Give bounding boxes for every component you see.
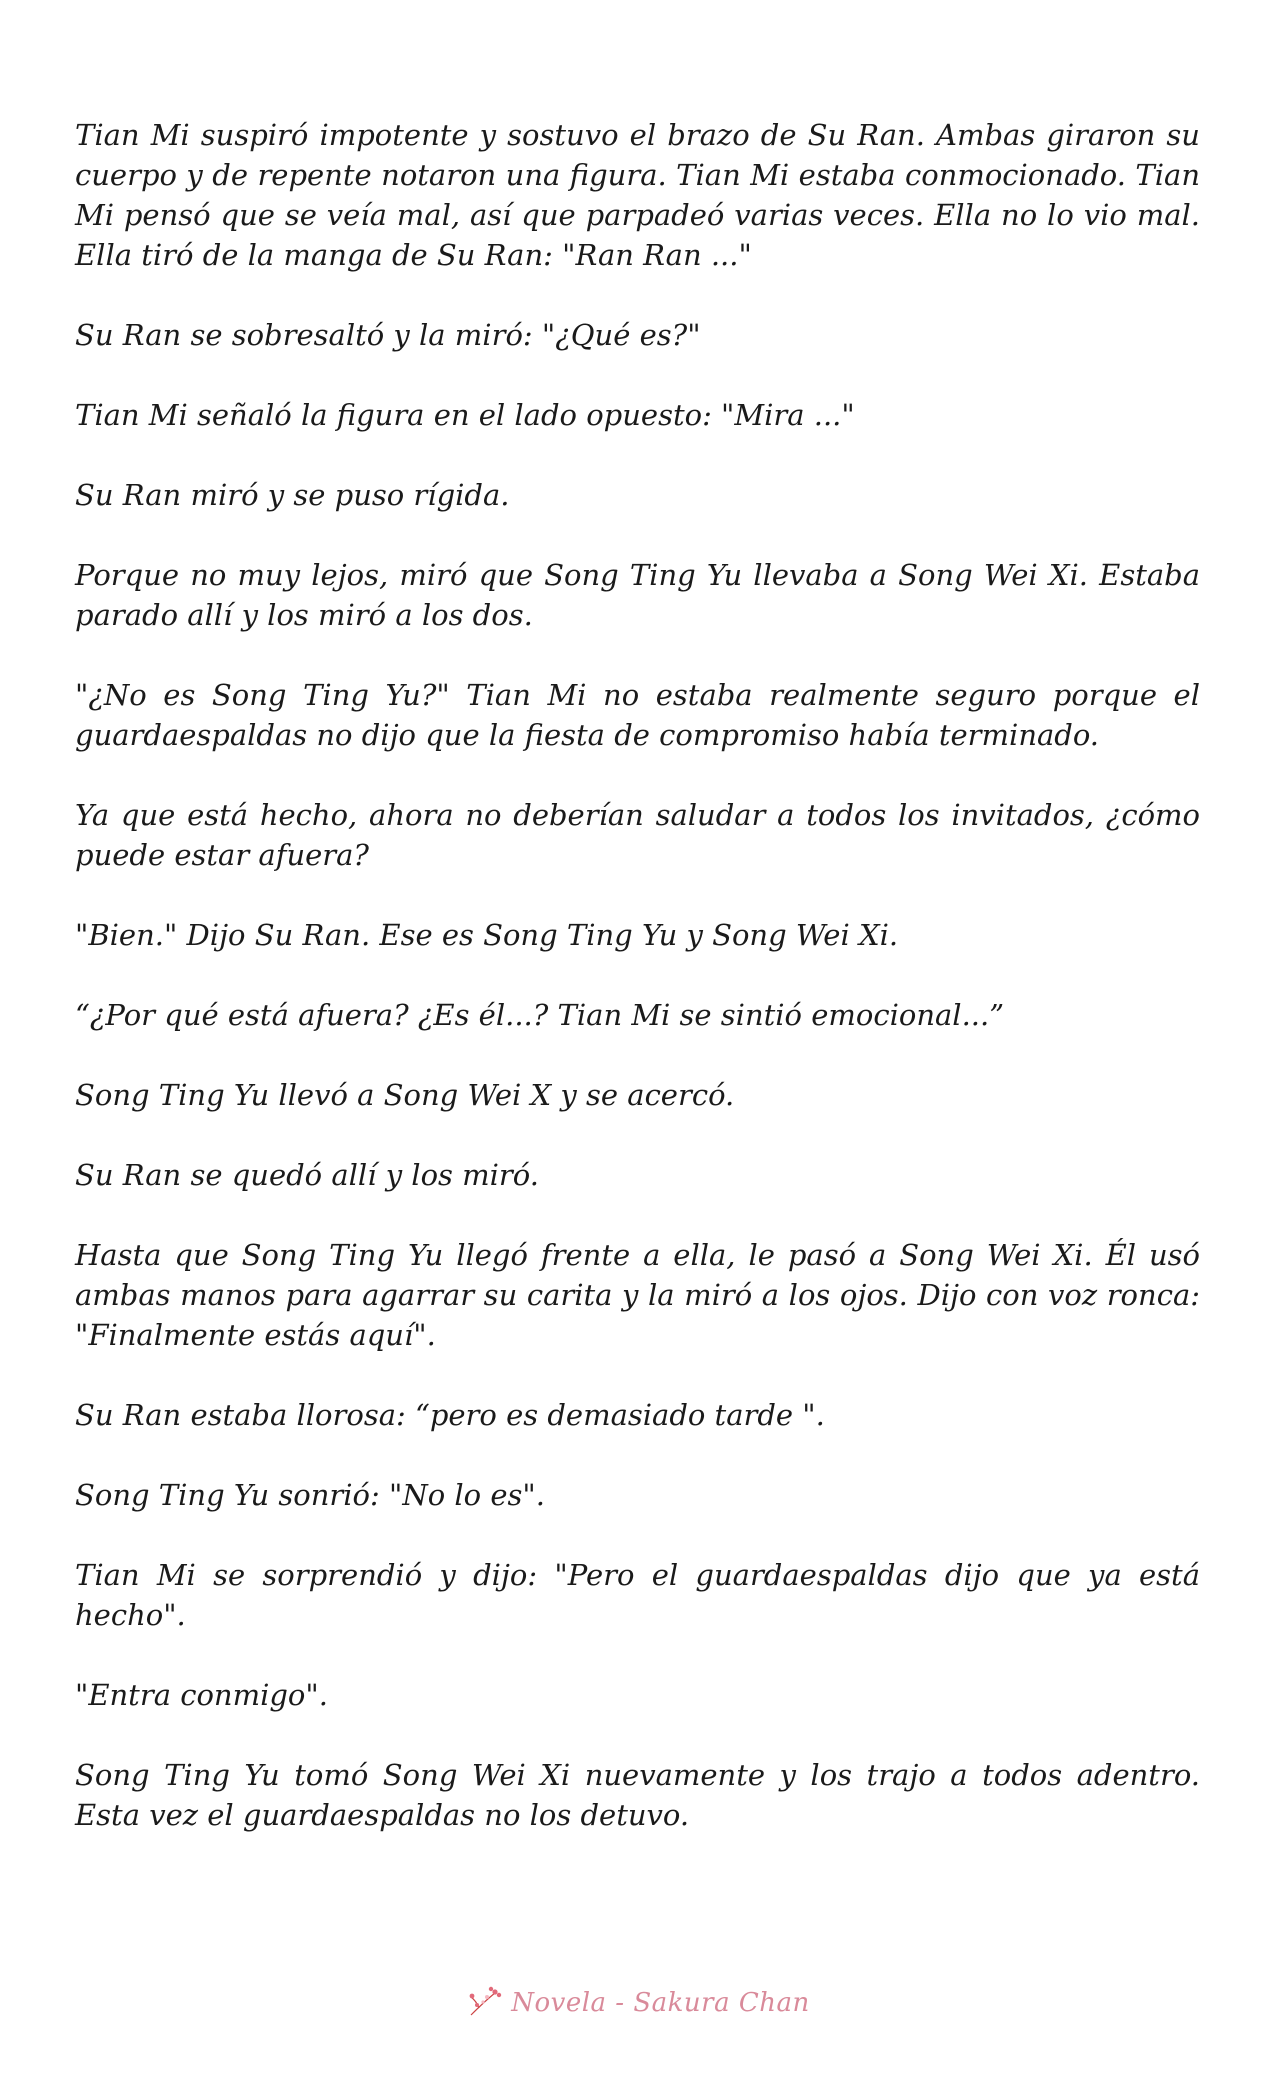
paragraph: Porque no muy lejos, miró que Song Ting Yu llevaba a Song Wei Xi. Estaba parado allí y los miró a los dos. — [75, 558, 1200, 632]
document-body — [75, 115, 1200, 1835]
paragraph: Ya que está hecho, ahora no deberían saludar a todos los invitados, ¿cómo puede estar afuera? — [75, 798, 1200, 872]
paragraph: Song Ting Yu sonrió: "No lo es". — [75, 1478, 545, 1512]
paragraph: “¿Por qué está afuera? ¿Es él...? Tian Mi se sintió emocional...” — [75, 998, 1005, 1032]
footer-text: Novela - Sakura Chan — [511, 1988, 810, 2018]
paragraph: "Bien." Dijo Su Ran. Ese es Song Ting Yu y Song Wei Xi. — [75, 918, 899, 952]
paragraph: "Entra conmigo". — [75, 1678, 328, 1712]
paragraph: Su Ran estaba llorosa: “pero es demasiado tarde ". — [75, 1398, 825, 1432]
footer-watermark — [0, 1985, 1275, 2021]
paragraph: Song Ting Yu tomó Song Wei Xi nuevamente y los trajo a todos adentro. Esta vez el guardaespaldas no los detuvo. — [75, 1758, 1200, 1832]
paragraph: Hasta que Song Ting Yu llegó frente a ella, le pasó a Song Wei Xi. Él usó ambas manos para agarrar su carita y la miró a los ojos. Dijo con voz ronca: "Finalmente estás aquí". — [75, 1238, 1200, 1352]
paragraph: "¿No es Song Ting Yu?" Tian Mi no estaba realmente seguro porque el guardaespaldas no dijo que la fiesta de compromiso había terminado. — [75, 678, 1200, 752]
paragraph: Su Ran se quedó allí y los miró. — [75, 1158, 539, 1192]
paragraph: Tian Mi señaló la figura en el lado opuesto: "Mira ..." — [75, 398, 855, 432]
paragraph: Tian Mi suspiró impotente y sostuvo el brazo de Su Ran. Ambas giraron su cuerpo y de repente notaron una figura. Tian Mi estaba conmocionado. Tian Mi pensó que se veía mal, así que parpadeó varias veces. Ella no lo vio mal. Ella tiró de la manga de Su Ran: "Ran Ran ..." — [75, 118, 1200, 272]
sakura-flower-icon — [465, 1985, 505, 2021]
paragraph: Su Ran miró y se puso rígida. — [75, 478, 510, 512]
paragraph: Tian Mi se sorprendió y dijo: "Pero el guardaespaldas dijo que ya está hecho". — [75, 1558, 1200, 1632]
paragraph: Song Ting Yu llevó a Song Wei X y se acercó. — [75, 1078, 735, 1112]
paragraph: Su Ran se sobresaltó y la miró: "¿Qué es?" — [75, 318, 701, 352]
